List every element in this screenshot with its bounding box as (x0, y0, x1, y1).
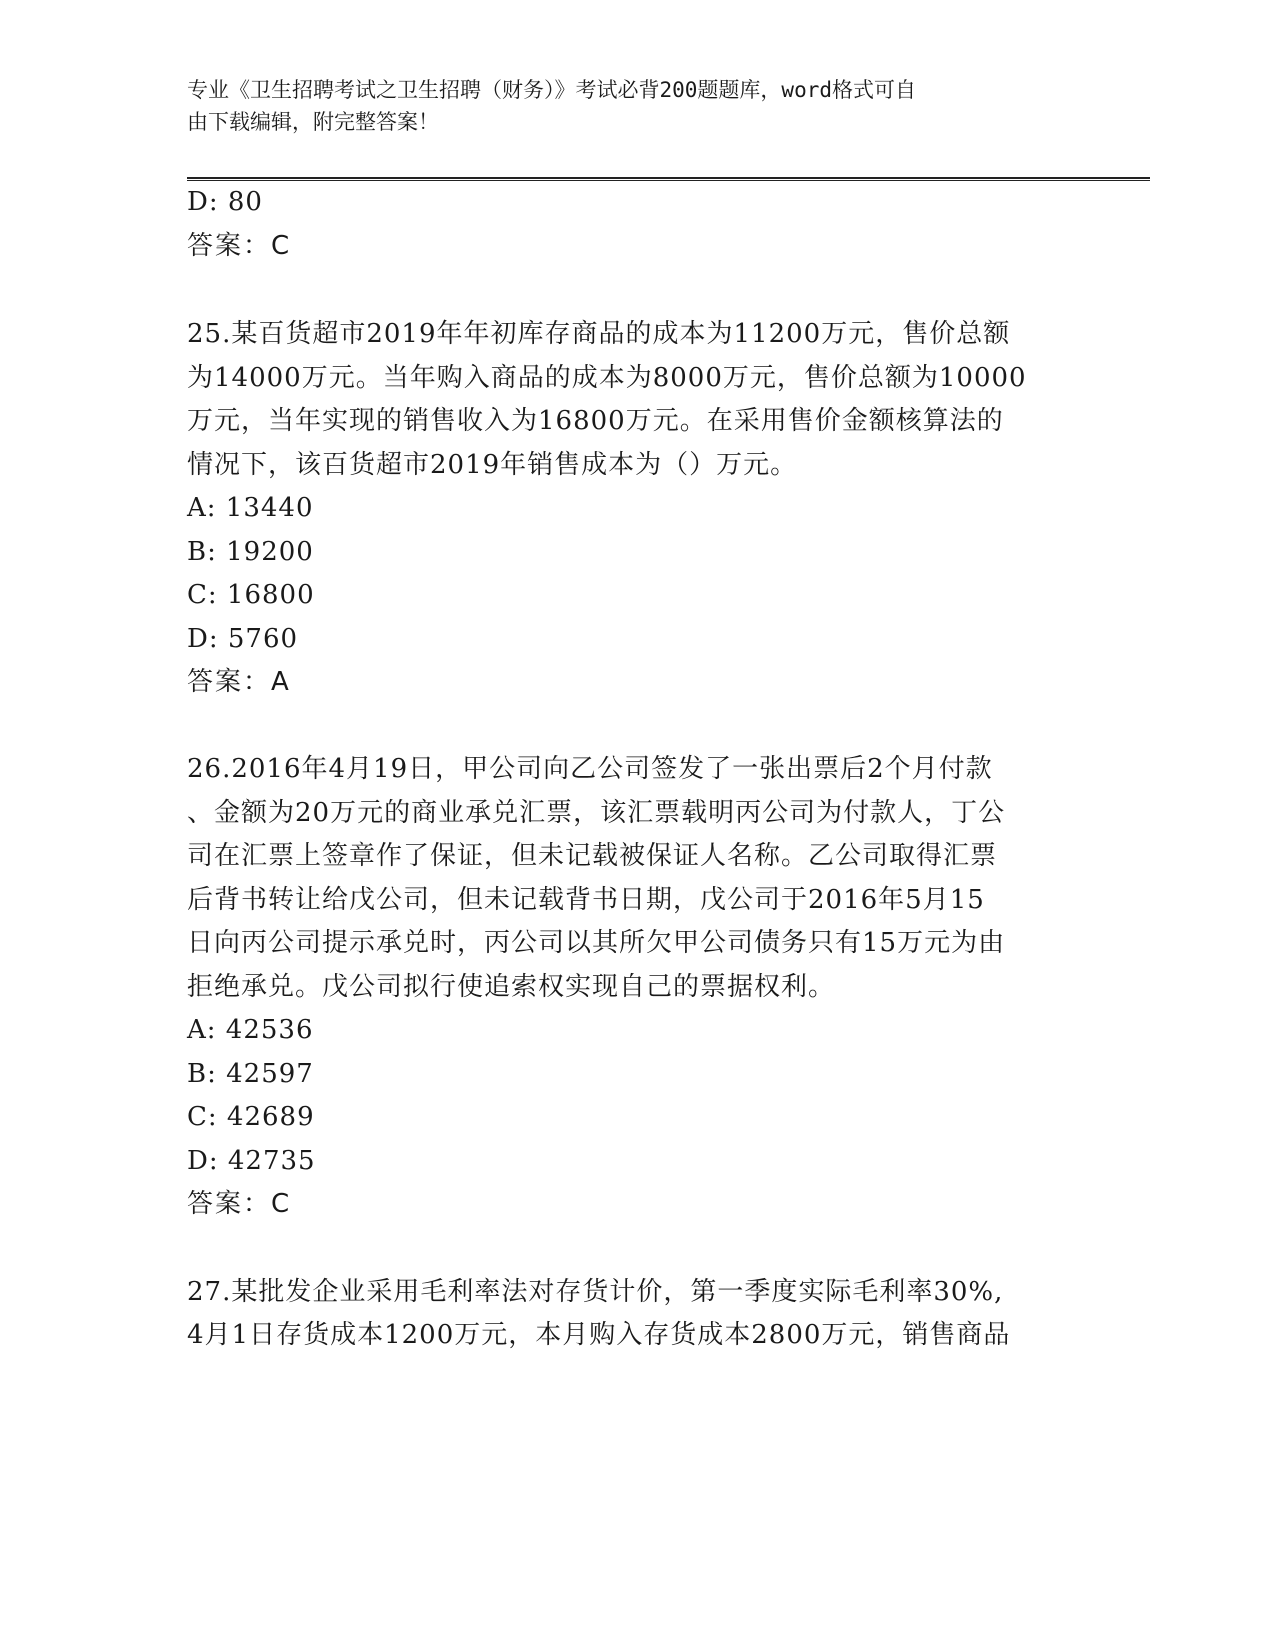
question-25-option-a: A: 13440 (187, 493, 314, 523)
question-26-option-d: D: 42735 (187, 1146, 316, 1176)
question-26-option-b: B: 42597 (187, 1059, 314, 1089)
question-26-text-line: 日向丙公司提示承兑时，丙公司以其所欠甲公司债务只有15万元为由 (187, 928, 1006, 958)
header-title-line-2: 由下载编辑，附完整答案！ (187, 110, 439, 134)
question-25-text-line: 万元，当年实现的销售收入为16800万元。在采用售价金额核算法的 (187, 406, 1004, 436)
header-divider (187, 177, 1150, 181)
question-25-text-line: 为14000万元。当年购入商品的成本为8000万元，售价总额为10000 (187, 363, 1027, 393)
prev-option-d: D: 80 (187, 187, 263, 217)
prev-answer: 答案：C (187, 231, 292, 261)
question-27-text-line: 4月1日存货成本1200万元，本月购入存货成本2800万元，销售商品 (187, 1320, 1011, 1350)
question-26-text-line: 拒绝承兑。戊公司拟行使追索权实现自己的票据权利。 (187, 972, 836, 1002)
question-26-text-line: 后背书转让给戊公司，但未记载背书日期，戊公司于2016年5月15 (187, 885, 985, 915)
question-27-text-line: 27.某批发企业采用毛利率法对存货计价，第一季度实际毛利率30%, (187, 1277, 1004, 1307)
question-26-text-line: 26.2016年4月19日，甲公司向乙公司签发了一张出票后2个月付款 (187, 754, 993, 784)
question-26-option-c: C: 42689 (187, 1102, 315, 1132)
page-header (187, 74, 1067, 138)
question-26-text-line: 司在汇票上签章作了保证，但未记载被保证人名称。乙公司取得汇票 (187, 841, 998, 871)
question-26-answer: 答案：C (187, 1189, 292, 1219)
question-25-option-d: D: 5760 (187, 624, 299, 654)
question-25-text-line: 情况下，该百货超市2019年销售成本为（）万元。 (187, 450, 798, 480)
question-25-answer: 答案：A (187, 667, 291, 697)
question-26-option-a: A: 42536 (187, 1015, 314, 1045)
header-title-line-1: 专业《卫生招聘考试之卫生招聘（财务）》考试必背200题题库，word格式可自 (187, 78, 916, 102)
question-25-option-c: C: 16800 (187, 580, 315, 610)
question-25-option-b: B: 19200 (187, 537, 314, 567)
question-26-text-line: 、金额为20万元的商业承兑汇票，该汇票载明丙公司为付款人，丁公 (187, 798, 1006, 828)
question-25-text-line: 25.某百货超市2019年年初库存商品的成本为11200万元，售价总额 (187, 319, 1011, 349)
